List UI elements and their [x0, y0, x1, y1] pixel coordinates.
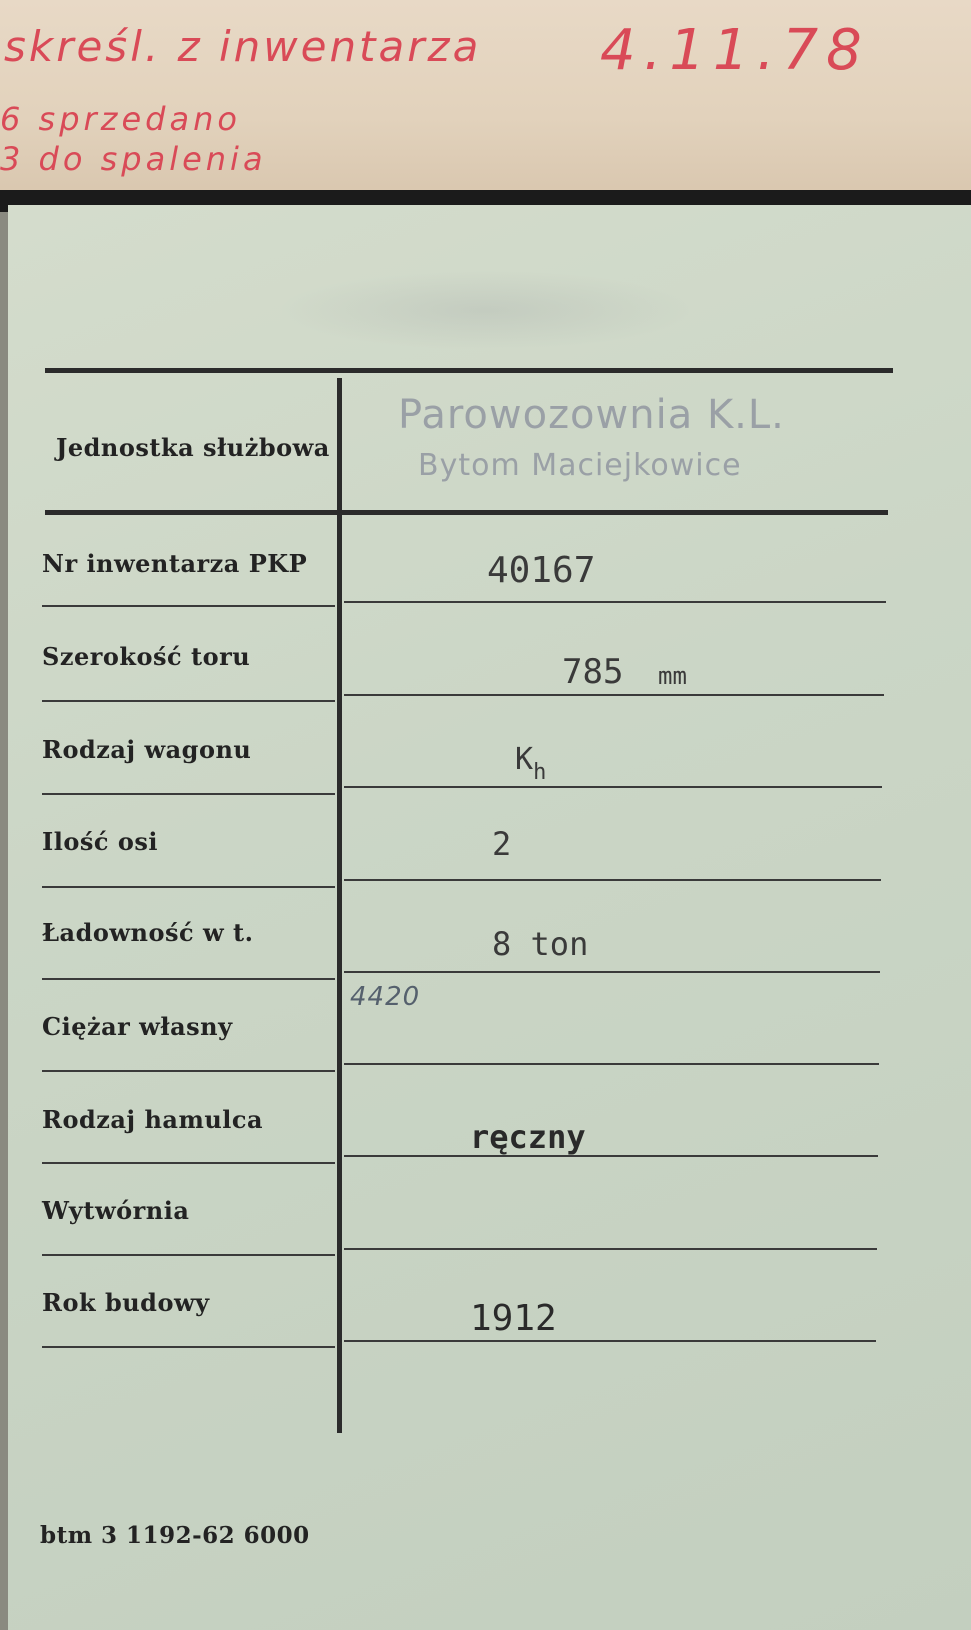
value-rok-budowy: 1912 [470, 1298, 557, 1339]
value-rodzaj-hamulca: ręczny [470, 1118, 586, 1156]
label-rok-budowy: Rok budowy [42, 1288, 210, 1317]
row-rule-left [42, 1070, 335, 1072]
row-rule-left [42, 793, 335, 795]
label-wytwornia: Wytwórnia [42, 1196, 190, 1225]
handwritten-note-line3: 3 do spalenia [0, 140, 267, 178]
table-top-rule [45, 368, 893, 373]
top-card-strip [0, 0, 971, 195]
label-ilosc-osi: Ilość osi [42, 827, 158, 856]
row-rule-left [42, 886, 335, 888]
row-rule-right [344, 601, 886, 603]
print-code-footer: btm 3 1192-62 6000 [40, 1522, 310, 1549]
label-ciezar-wlasny: Ciężar własny [42, 1012, 233, 1041]
row-rule-right [344, 1155, 878, 1157]
row-rule-right [344, 694, 884, 696]
stamp-line2: Bytom Maciejkowice [418, 448, 742, 483]
label-rodzaj-hamulca: Rodzaj hamulca [42, 1105, 264, 1134]
label-nr-inwentarza: Nr inwentarza PKP [42, 549, 308, 578]
row-rule-left [42, 605, 335, 607]
value-ladownosc: 8 ton [492, 925, 589, 963]
pencil-note-weight: 4420 [350, 982, 421, 1012]
row-rule-left [42, 700, 335, 702]
label-szerokosc-toru: Szerokość toru [42, 642, 251, 671]
handwritten-note-line1: skreśl. z inwentarza [4, 22, 482, 71]
row-rule-left [42, 1254, 335, 1256]
row-rule-right [344, 1340, 876, 1342]
handwritten-date: 4.11.78 [600, 18, 870, 83]
row-rule-right [344, 879, 881, 881]
handwritten-note-line2: 6 sprzedano [0, 100, 241, 138]
table-header-rule [45, 510, 888, 515]
stamp-line1: Parowozownia K.L. [398, 392, 785, 438]
label-jednostka: Jednostka służbowa [56, 433, 330, 462]
table-column-divider [337, 378, 342, 1433]
row-rule-right [344, 1063, 879, 1065]
value-rodzaj-wagonu: $K_h$ [515, 742, 547, 785]
value-szerokosc-toru: 785 [562, 652, 624, 692]
value-szerokosc-unit: mm [658, 662, 687, 690]
value-ilosc-osi: 2 [492, 825, 512, 863]
label-rodzaj-wagonu: Rodzaj wagonu [42, 735, 252, 764]
label-ladownosc: Ładowność w t. [42, 918, 254, 947]
value-nr-inwentarza: 40167 [487, 550, 596, 591]
row-rule-left [42, 1346, 335, 1348]
row-rule-left [42, 978, 335, 980]
row-rule-right [344, 1248, 877, 1250]
row-rule-right [344, 786, 882, 788]
faded-stamp-mark [275, 270, 695, 350]
row-rule-right [344, 971, 880, 973]
row-rule-left [42, 1162, 335, 1164]
